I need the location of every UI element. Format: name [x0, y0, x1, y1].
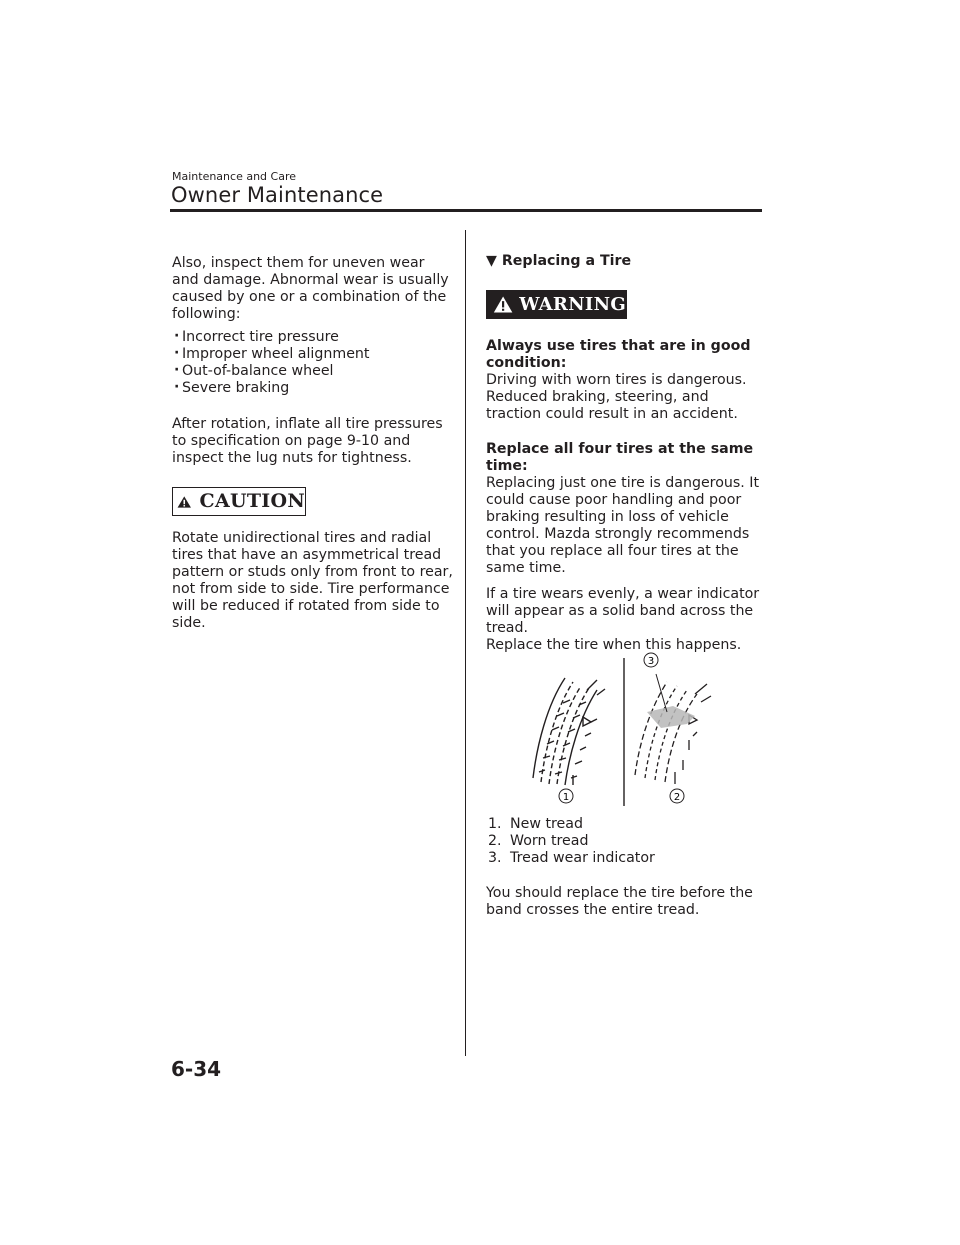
caution-text [172, 529, 453, 632]
text-line: tread. [486, 620, 529, 636]
svg-text:3: 3 [647, 656, 655, 667]
section-label: Maintenance and Care [172, 170, 296, 183]
text-line: caused by one or a combination of the [172, 289, 447, 305]
text-line: Replacing just one tire is dangerous. It [486, 475, 760, 491]
worn-tread-drawing [635, 682, 711, 784]
text-line: traction could result in an accident. [486, 406, 738, 422]
list-item: · Severe braking [172, 380, 447, 397]
text-line: pattern or studs only from front to rear, [172, 563, 453, 580]
text-line: not from side to side. Tire performance [172, 580, 450, 597]
text-line: If a tire wears evenly, a wear indicator [486, 586, 760, 602]
left-column [172, 255, 453, 632]
text-line: same time. [486, 560, 566, 576]
text-line: following: [172, 306, 241, 322]
page-title: Owner Maintenance [171, 183, 384, 207]
caution-icon [177, 491, 192, 513]
warning-block-replace-all [486, 441, 761, 577]
heading-text: Replacing a Tire [501, 253, 632, 269]
list-item: · Out-of-balance wheel [172, 363, 447, 380]
svg-text:2: 2 [673, 792, 681, 803]
wear-causes-list [172, 329, 447, 397]
heading-marker-icon: ▼ [486, 253, 497, 269]
warning-icon [493, 294, 513, 315]
text-line: After rotation, inflate all tire pressures [172, 416, 443, 432]
text-line: will appear as a solid band across the [486, 603, 754, 619]
legend-item: 2. Worn tread [488, 833, 589, 849]
intro-paragraph [172, 255, 447, 323]
text-line: Also, inspect them for uneven wear [172, 255, 425, 271]
list-item: · Incorrect tire pressure [172, 329, 447, 346]
text-line: will be reduced if rotated from side to [172, 597, 440, 614]
section-heading [486, 253, 761, 270]
text-line: Rotate unidirectional tires and radial [172, 529, 432, 546]
callout-3 [644, 653, 658, 667]
text-line: side. [172, 614, 206, 631]
new-tread-drawing [533, 678, 605, 785]
page-number: 6-34 [171, 1057, 222, 1081]
text-line: could cause poor handling and poor [486, 492, 742, 508]
legend-item: 3. Tread wear indicator [488, 850, 655, 866]
header-rule [170, 209, 762, 212]
callout-2 [670, 789, 684, 803]
legend-item: 1. New tread [488, 816, 583, 832]
text-line: Always use tires that are in good [486, 338, 751, 354]
caution-label: CAUTION [199, 490, 305, 512]
text-line: that you replace all four tires at the [486, 543, 739, 559]
closing-paragraph [486, 885, 761, 919]
svg-text:1: 1 [562, 792, 570, 803]
text-line: control. Mazda strongly recommends [486, 526, 750, 542]
warning-badge [486, 290, 627, 319]
text-line: Replace all four tires at the same [486, 441, 754, 457]
text-line: to specification on page 9-10 and [172, 433, 411, 449]
figure-legend [486, 816, 761, 867]
after-rotation-paragraph [172, 416, 447, 467]
text-line: Replace the tire when this happens. [486, 637, 742, 653]
text-line: time: [486, 458, 528, 474]
warning-block-tires-condition [486, 338, 761, 423]
tire-tread-illustration [525, 650, 725, 810]
callout-leader-3 [656, 674, 667, 712]
list-item: · Improper wheel alignment [172, 346, 447, 363]
right-column [486, 253, 761, 919]
column-divider [465, 230, 466, 1056]
text-line: Reduced braking, steering, and [486, 389, 709, 405]
text-line: and damage. Abnormal wear is usually [172, 272, 449, 288]
wear-indicator-paragraph [486, 586, 761, 654]
text-line: condition: [486, 355, 567, 371]
callout-1 [559, 789, 573, 803]
text-line: inspect the lug nuts for tightness. [172, 450, 412, 466]
warning-label: WARNING [519, 294, 626, 315]
text-line: You should replace the tire before the [486, 885, 753, 901]
text-line: braking resulting in loss of vehicle [486, 509, 729, 525]
text-line: band crosses the entire tread. [486, 902, 700, 918]
text-line: Driving with worn tires is dangerous. [486, 372, 747, 388]
text-line: tires that have an asymmetrical tread [172, 546, 442, 563]
caution-badge [172, 487, 306, 516]
